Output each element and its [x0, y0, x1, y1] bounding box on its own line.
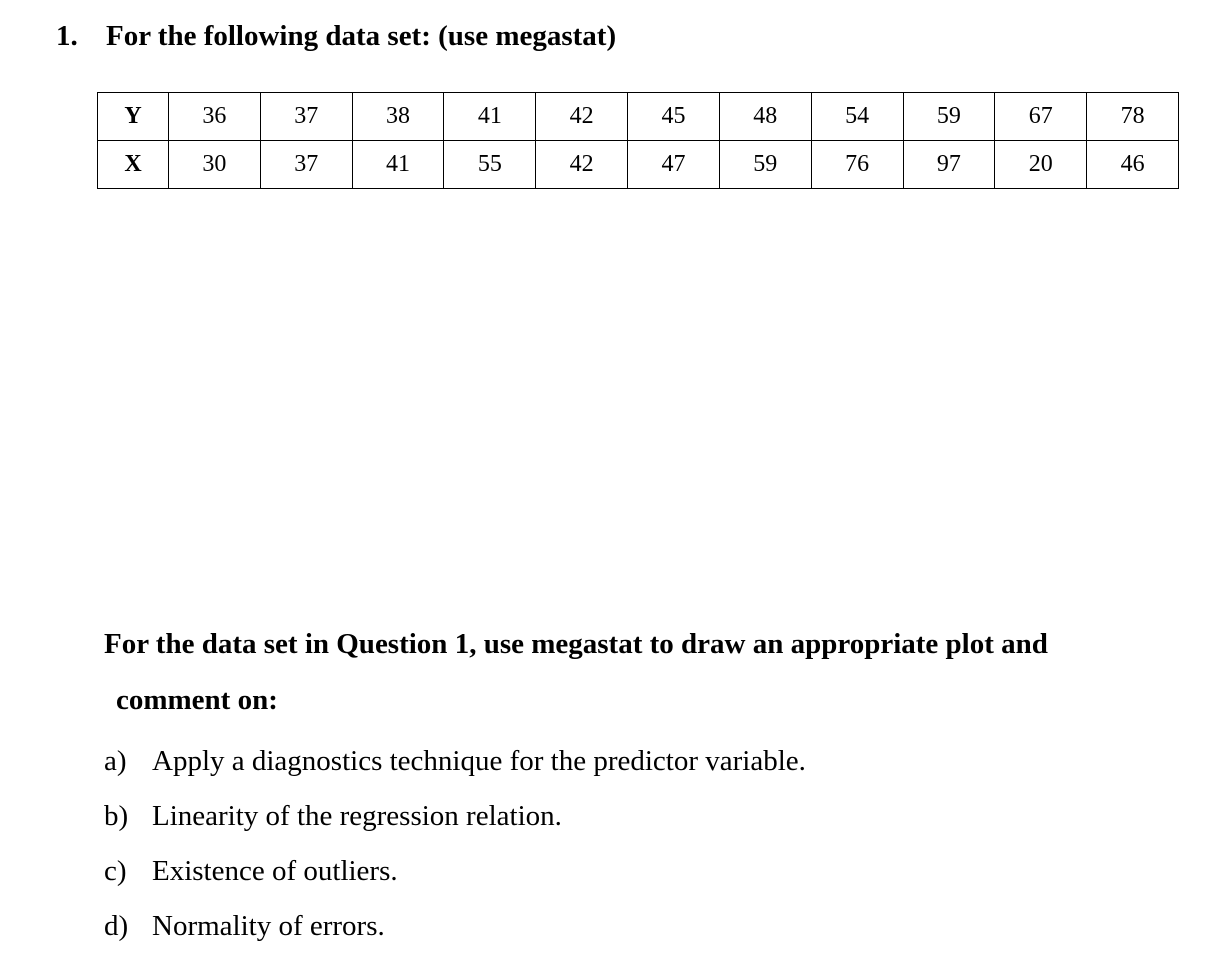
table-row-x	[98, 141, 1179, 189]
list-item	[104, 789, 806, 844]
table-cell: 48	[719, 93, 811, 141]
table-cell: 67	[995, 93, 1087, 141]
table-cell: 54	[811, 93, 903, 141]
list-item	[104, 734, 806, 789]
part-marker: a)	[104, 745, 127, 777]
part-marker: d)	[104, 910, 129, 942]
row-label-y: Y	[98, 93, 169, 141]
list-item	[104, 844, 806, 899]
table-row-y	[98, 93, 1179, 141]
table-cell: 20	[995, 141, 1087, 189]
table-cell: 36	[169, 93, 261, 141]
part-marker: c)	[104, 855, 127, 887]
table-cell: 30	[169, 141, 261, 189]
table-cell: 59	[719, 141, 811, 189]
row-label-x: X	[98, 141, 169, 189]
table-cell: 42	[536, 141, 628, 189]
table-cell: 46	[1087, 141, 1179, 189]
table-cell: 41	[444, 93, 536, 141]
part-text: Normality of errors.	[152, 910, 385, 942]
part-text: Apply a diagnostics technique for the predictor variable.	[152, 745, 806, 777]
question-prompt: For the following data set: (use megastat)	[106, 20, 617, 52]
table-cell: 97	[903, 141, 995, 189]
table-cell: 55	[444, 141, 536, 189]
table-cell: 59	[903, 93, 995, 141]
part-text: Linearity of the regression relation.	[152, 800, 562, 832]
question-heading	[56, 18, 616, 54]
question-parts-list	[104, 734, 806, 954]
table-cell: 78	[1087, 93, 1179, 141]
data-table	[97, 92, 1179, 189]
table-cell: 37	[260, 141, 352, 189]
part-text: Existence of outliers.	[152, 855, 398, 887]
question-number: 1.	[56, 20, 78, 52]
followup-instruction-continued: comment on:	[116, 684, 278, 716]
table-cell: 45	[628, 93, 720, 141]
table-cell: 42	[536, 93, 628, 141]
table-cell: 37	[260, 93, 352, 141]
table-cell: 76	[811, 141, 903, 189]
part-marker: b)	[104, 800, 129, 832]
table-cell: 38	[352, 93, 444, 141]
list-item	[104, 899, 806, 954]
followup-instruction: For the data set in Question 1, use megastat to draw an appropriate plot and	[104, 628, 1048, 660]
table-cell: 41	[352, 141, 444, 189]
table-cell: 47	[628, 141, 720, 189]
